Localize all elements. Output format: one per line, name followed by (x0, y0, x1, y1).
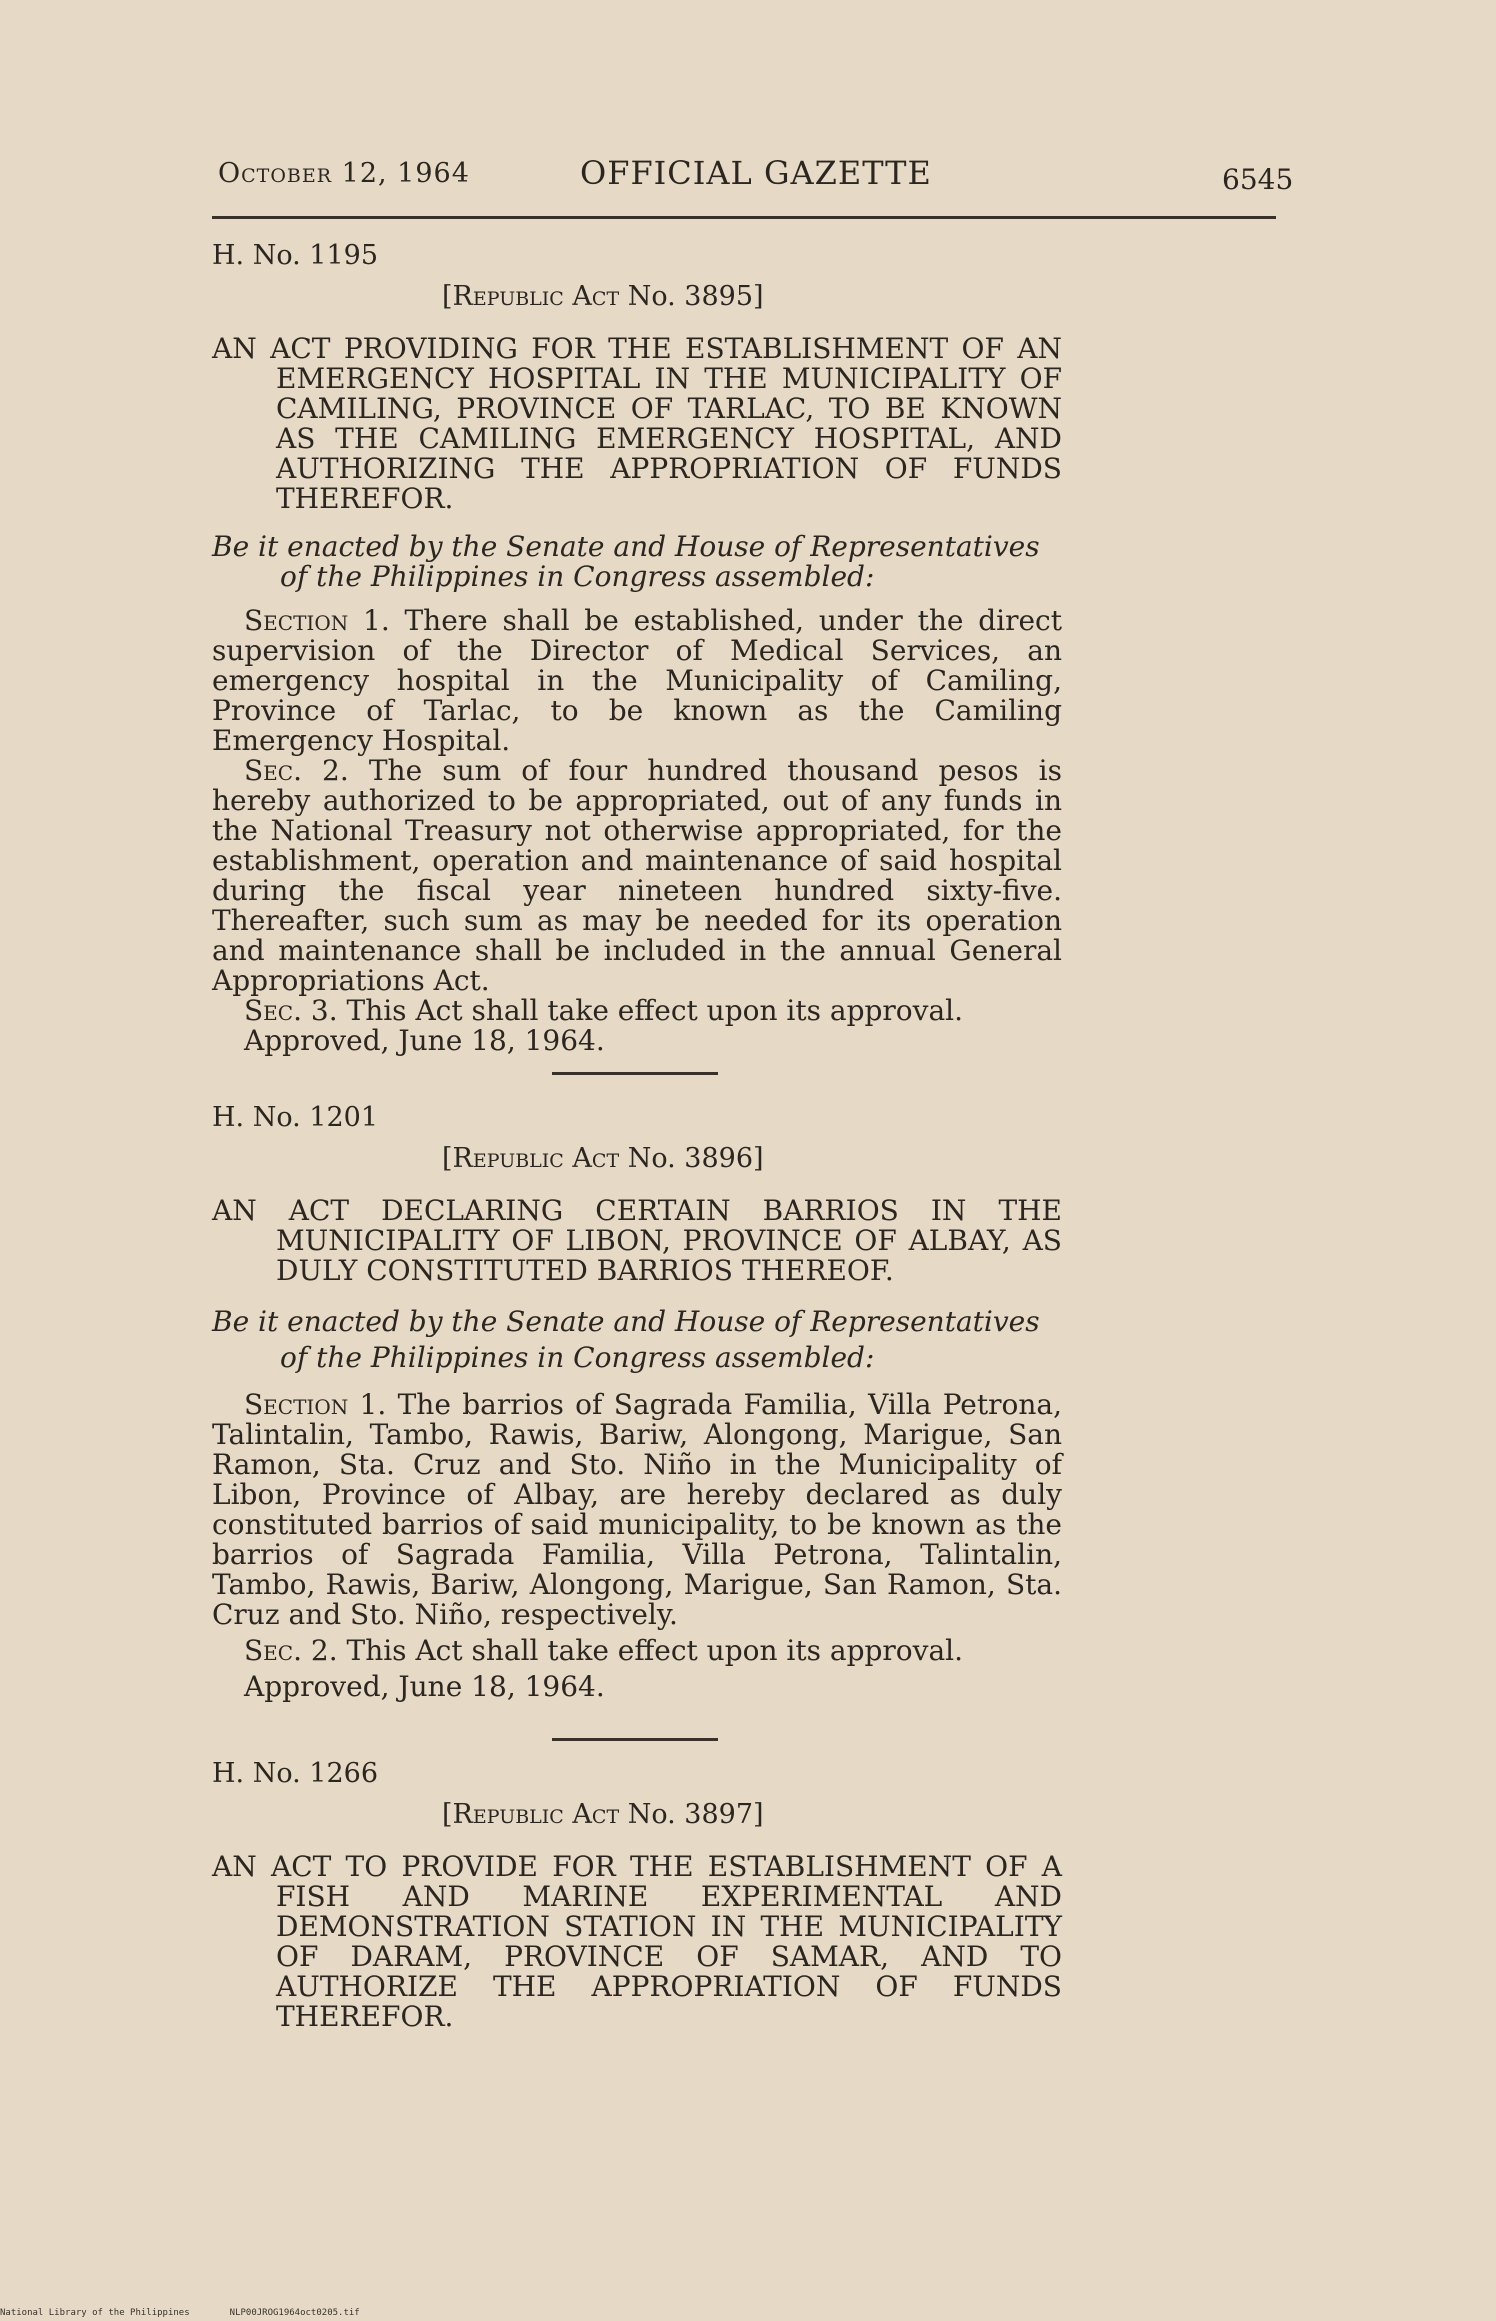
header-title: OFFICIAL GAZETTE (580, 154, 932, 192)
republic-act-number: [Republic Act No. 3895] (442, 281, 764, 312)
republic-act-number: [Republic Act No. 3896] (442, 1143, 764, 1174)
section-2: Sec. 2. This Act shall take effect upon its approval. (244, 1634, 964, 1667)
act-3896 (212, 1102, 1062, 1702)
act-title: AN ACT DECLARING CERTAIN BARRIOS IN THE MUNICIPALITY OF LIBON, PROVINCE OF ALBAY, AS DULY CONSTITUTED BARRIOS THEREOF. (212, 1194, 1062, 1287)
house-bill-number: H. No. 1201 (212, 1102, 378, 1133)
section-1: Section 1. The barrios of Sagrada Familia, Villa Petrona, Talintalin, Tambo, Rawis, Bariw, Alongong, Marigue, San Ramon, Sta. Cruz and Sto. Niño in the Municipality of Libon, Province of Albay, are hereby declared as duly constituted barrios of said municipality, to be known as the barrios of Sagrada Familia, Villa Petrona, Talintalin, Tambo, Rawis, Bariw, Alongong, Marigue, San Ramon, Sta. Cruz and Sto. Niño, respectively. (212, 1388, 1062, 1631)
act-3897 (212, 1758, 1062, 2032)
act-3895 (212, 240, 1062, 1056)
separator-rule (552, 1738, 718, 1741)
footer-source: National Library of the Philippines (0, 2308, 190, 2318)
header-rule (212, 216, 1276, 219)
act-title: AN ACT PROVIDING FOR THE ESTABLISHMENT OF AN EMERGENCY HOSPITAL IN THE MUNICIPALITY OF CAMILING, PROVINCE OF TARLAC, TO BE KNOWN AS THE CAMILING EMERGENCY HOSPITAL, AND AUTHORIZING THE APPROPRIATION OF FUNDS THEREFOR. (212, 332, 1062, 515)
section-2: Sec. 2. The sum of four hundred thousand pesos is hereby authorized to be appropriated, out of any funds in the National Treasury not otherwise appropriated, for the establishment, operation and maintenance of said hospital during the fiscal year nineteen hundred sixty-five. Thereafter, such sum as may be needed for its operation and maintenance shall be included in the annual General Appropriations Act. (212, 754, 1062, 997)
section-3: Sec. 3. This Act shall take effect upon its approval. (244, 994, 964, 1027)
enacting-clause: Be it enacted by the Senate and House of Representatives of the Philippines in Congress assembled: (212, 1305, 1040, 1374)
section-1: Section 1. There shall be established, under the direct supervision of the Director of Medical Services, an emergency hospital in the Municipality of Camiling, Province of Tarlac, to be known as the Camiling Emergency Hospital. (212, 604, 1062, 757)
page-number: 6545 (1222, 163, 1294, 196)
house-bill-number: H. No. 1266 (212, 1758, 378, 1789)
footer-filename: NLP00JROG1964oct0205.tif (229, 2308, 360, 2318)
header-date: October 12, 1964 (218, 158, 470, 189)
republic-act-number: [Republic Act No. 3897] (442, 1799, 764, 1830)
enacting-clause: Be it enacted by the Senate and House of Representatives of the Philippines in Congress assembled: (212, 530, 1040, 593)
act-title: AN ACT TO PROVIDE FOR THE ESTABLISHMENT OF A FISH AND MARINE EXPERIMENTAL AND DEMONSTRATION STATION IN THE MUNICIPALITY OF DARAM, PROVINCE OF SAMAR, AND TO AUTHORIZE THE APPROPRIATION OF FUNDS THEREFOR. (212, 1850, 1062, 2033)
approval-date: Approved, June 18, 1964. (244, 1670, 605, 1703)
approval-date: Approved, June 18, 1964. (244, 1024, 605, 1057)
house-bill-number: H. No. 1195 (212, 240, 378, 271)
scan-footer (0, 2308, 400, 2318)
separator-rule (552, 1072, 718, 1075)
